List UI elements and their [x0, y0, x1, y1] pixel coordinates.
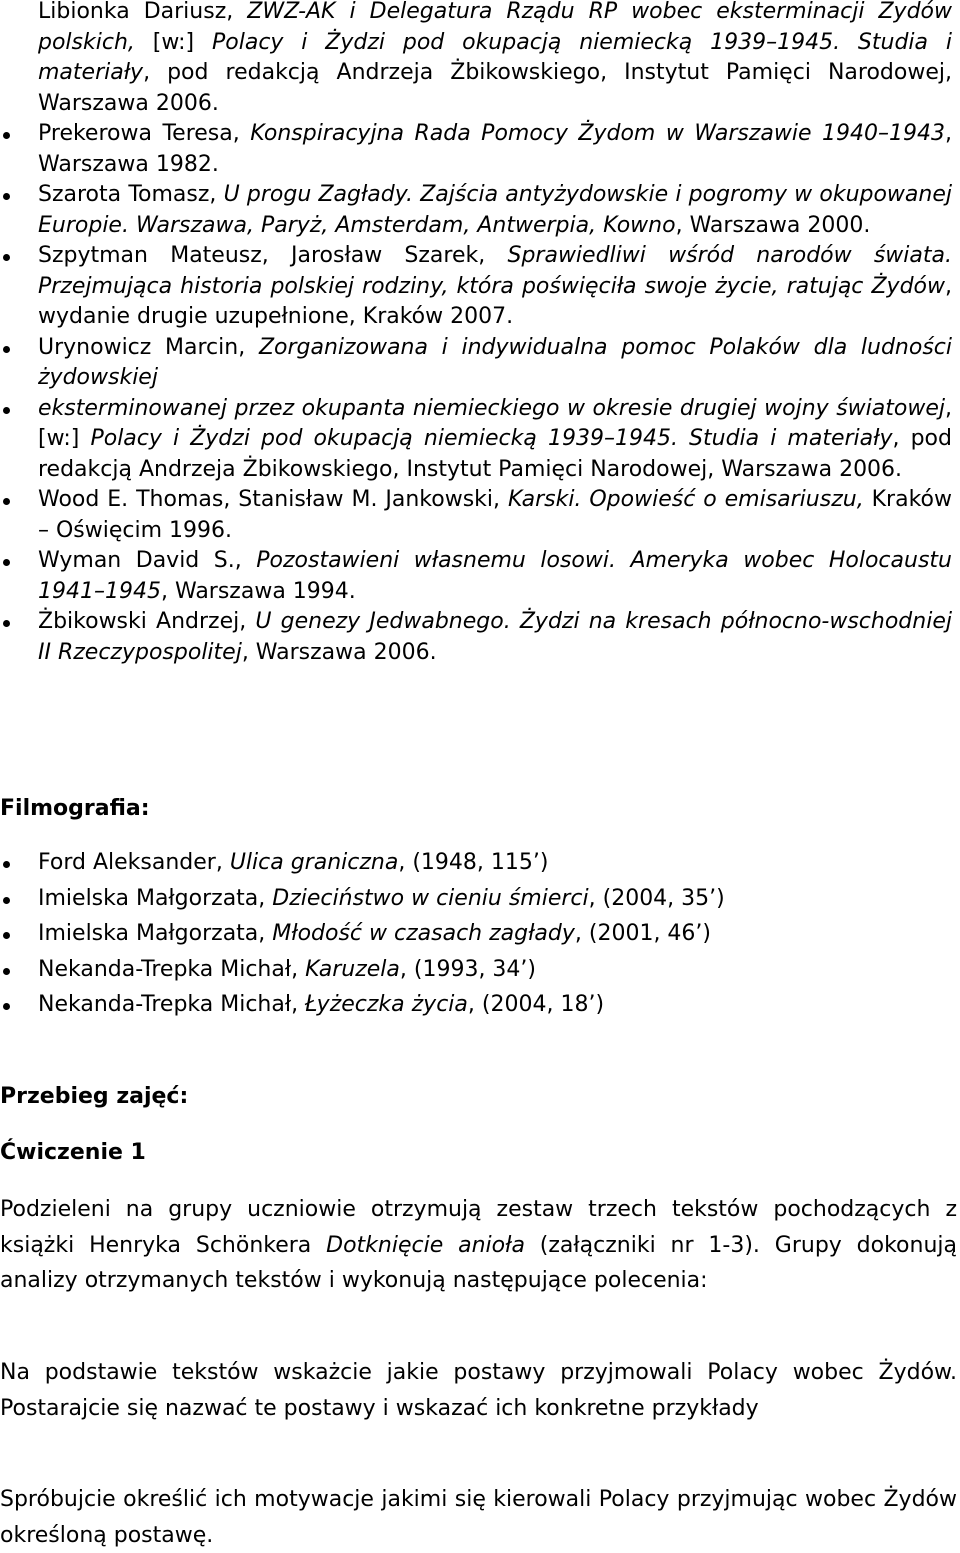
film-author: Imielska Małgorzata, [38, 885, 273, 911]
film-author: Nekanda-Trepka Michał, [38, 992, 306, 1017]
film-title: Młodość w czasach zagłady [272, 921, 575, 946]
film-title: Łyżeczka życia [305, 992, 468, 1017]
bibliography-list [0, 0, 952, 668]
work-title: Karski. Opowieść o emisariuszu, [507, 487, 864, 512]
bibliography-item [0, 241, 952, 333]
citation-text: Żbikowski Andrzej, [38, 609, 256, 634]
filmography-item [0, 955, 960, 985]
work-title: Zorganizowana i indywidualna pomoc Polaków dla ludności żydowskiej [38, 334, 952, 390]
film-details: , (2001, 46’) [574, 921, 712, 946]
bibliography-item [0, 333, 952, 394]
filmography-list [0, 848, 960, 1020]
citation-text: , pod redakcją Andrzeja Żbikowskiego, Instytut Pamięci Narodowej, Warszawa 2006. [38, 60, 952, 116]
bibliography-section [0, 0, 952, 668]
filmography-heading: Filmografia: [0, 796, 150, 821]
exercise-paragraph-1 [0, 1192, 957, 1299]
exercise-paragraph-3: Spróbujcie określić ich motywacje jakimi się kierowali Polacy przyjmując wobec Żydów określoną postawę. [0, 1487, 957, 1548]
citation-text: , wydanie drugie uzupełnione, Kraków 2007. [38, 273, 952, 329]
work-title: Konspiracyjna Rada Pomocy Żydom w Warszawie 1940–1943 [250, 121, 945, 146]
citation-text: Urynowicz Marcin, [38, 334, 259, 360]
film-details: , (2004, 35’) [588, 885, 725, 911]
film-title: Ulica graniczna [229, 850, 399, 875]
bibliography-item [0, 394, 952, 486]
book-title: Dotknięcie anioła [326, 1232, 525, 1258]
citation-text: , Warszawa 2006. [241, 639, 437, 665]
filmography-item [0, 884, 960, 914]
work-title: U genezy Jedwabnego. Żydzi na kresach północno-wschodniej II Rzeczypospolitej [38, 609, 952, 665]
film-author: Ford Aleksander, [38, 850, 230, 875]
work-title: Polacy i Żydzi pod okupacją niemiecką 1939–1945. Studia i materiały [90, 426, 893, 451]
paragraph-text: Podzieleni na grupy uczniowie otrzymują zestaw trzech tekstów pochodzących z książki Henryka Schönkera [0, 1197, 957, 1258]
film-title: Dzieciństwo w cieniu śmierci [272, 885, 589, 911]
bibliography-item [0, 607, 952, 668]
citation-text: [w:] [134, 29, 212, 55]
citation-text: Szpytman Mateusz, Jarosław Szarek, [38, 243, 508, 268]
film-title: Karuzela [305, 956, 400, 982]
bibliography-item [0, 485, 952, 546]
film-details: , (1993, 34’) [399, 956, 537, 982]
citation-text: Wood E. Thomas, Stanisław M. Jankowski, [38, 487, 508, 512]
exercise-heading: Ćwiczenie 1 [0, 1140, 146, 1165]
citation-text: , [w:] [38, 395, 952, 451]
work-title: ŻWZ-AK i Delegatura Rządu RP wobec eksterminacji Żydów polskich, [38, 0, 952, 55]
filmography-item [0, 990, 960, 1020]
film-author: Nekanda-Trepka Michał, [38, 956, 306, 982]
exercise-paragraph-2: Na podstawie tekstów wskażcie jakie postawy przyjmowali Polacy wobec Żydów. Postarajcie się nazwać te postawy i wskazać ich konkretne przykłady [0, 1360, 957, 1421]
citation-text: , pod redakcją Andrzeja Żbikowskiego, Instytut Pamięci Narodowej, Warszawa 2006. [38, 426, 952, 482]
citation-text: , Warszawa 1994. [160, 578, 356, 604]
citation-text: Kraków – Oświęcim 1996. [38, 487, 952, 543]
bibliography-item [0, 0, 952, 119]
film-details: , (2004, 18’) [467, 992, 605, 1017]
film-details: , (1948, 115’) [398, 850, 549, 875]
work-title: Pozostawieni własnemu losowi. Ameryka wobec Holocaustu 1941–1945 [38, 548, 952, 604]
bibliography-item [0, 119, 952, 180]
bibliography-item [0, 546, 952, 607]
citation-text: Wyman David S., [38, 548, 257, 573]
paragraph-text: (załączniki nr 1-3). Grupy dokonują analizy otrzymanych tekstów i wykonują następujące polecenia: [0, 1232, 957, 1293]
citation-text: , Warszawa 1982. [38, 121, 952, 177]
film-author: Imielska Małgorzata, [38, 921, 273, 946]
work-title: eksterminowanej przez okupanta niemieckiego w okresie drugiej wojny światowej [38, 395, 945, 421]
work-title: Sprawiedliwi wśród narodów świata. Przejmująca historia polskiej rodziny, która poświęciła swoje życie, ratując Żydów [38, 243, 952, 299]
bibliography-item [0, 180, 952, 241]
filmography-section [0, 848, 960, 1026]
citation-text: , Warszawa 2000. [675, 212, 871, 238]
citation-text: Prekerowa Teresa, [38, 121, 251, 146]
lesson-heading: Przebieg zajęć: [0, 1084, 189, 1109]
work-title: Polacy i Żydzi pod okupacją niemiecką 1939–1945. Studia i materiały [38, 29, 953, 85]
filmography-item [0, 919, 960, 949]
citation-text: Szarota Tomasz, [38, 182, 224, 207]
filmography-item [0, 848, 960, 878]
work-title: U progu Zagłady. Zajścia antyżydowskie i pogromy w okupowanej Europie. Warszawa, Paryż, Amsterdam, Antwerpia, Kowno [38, 182, 952, 238]
citation-text: Libionka Dariusz, [38, 0, 248, 24]
